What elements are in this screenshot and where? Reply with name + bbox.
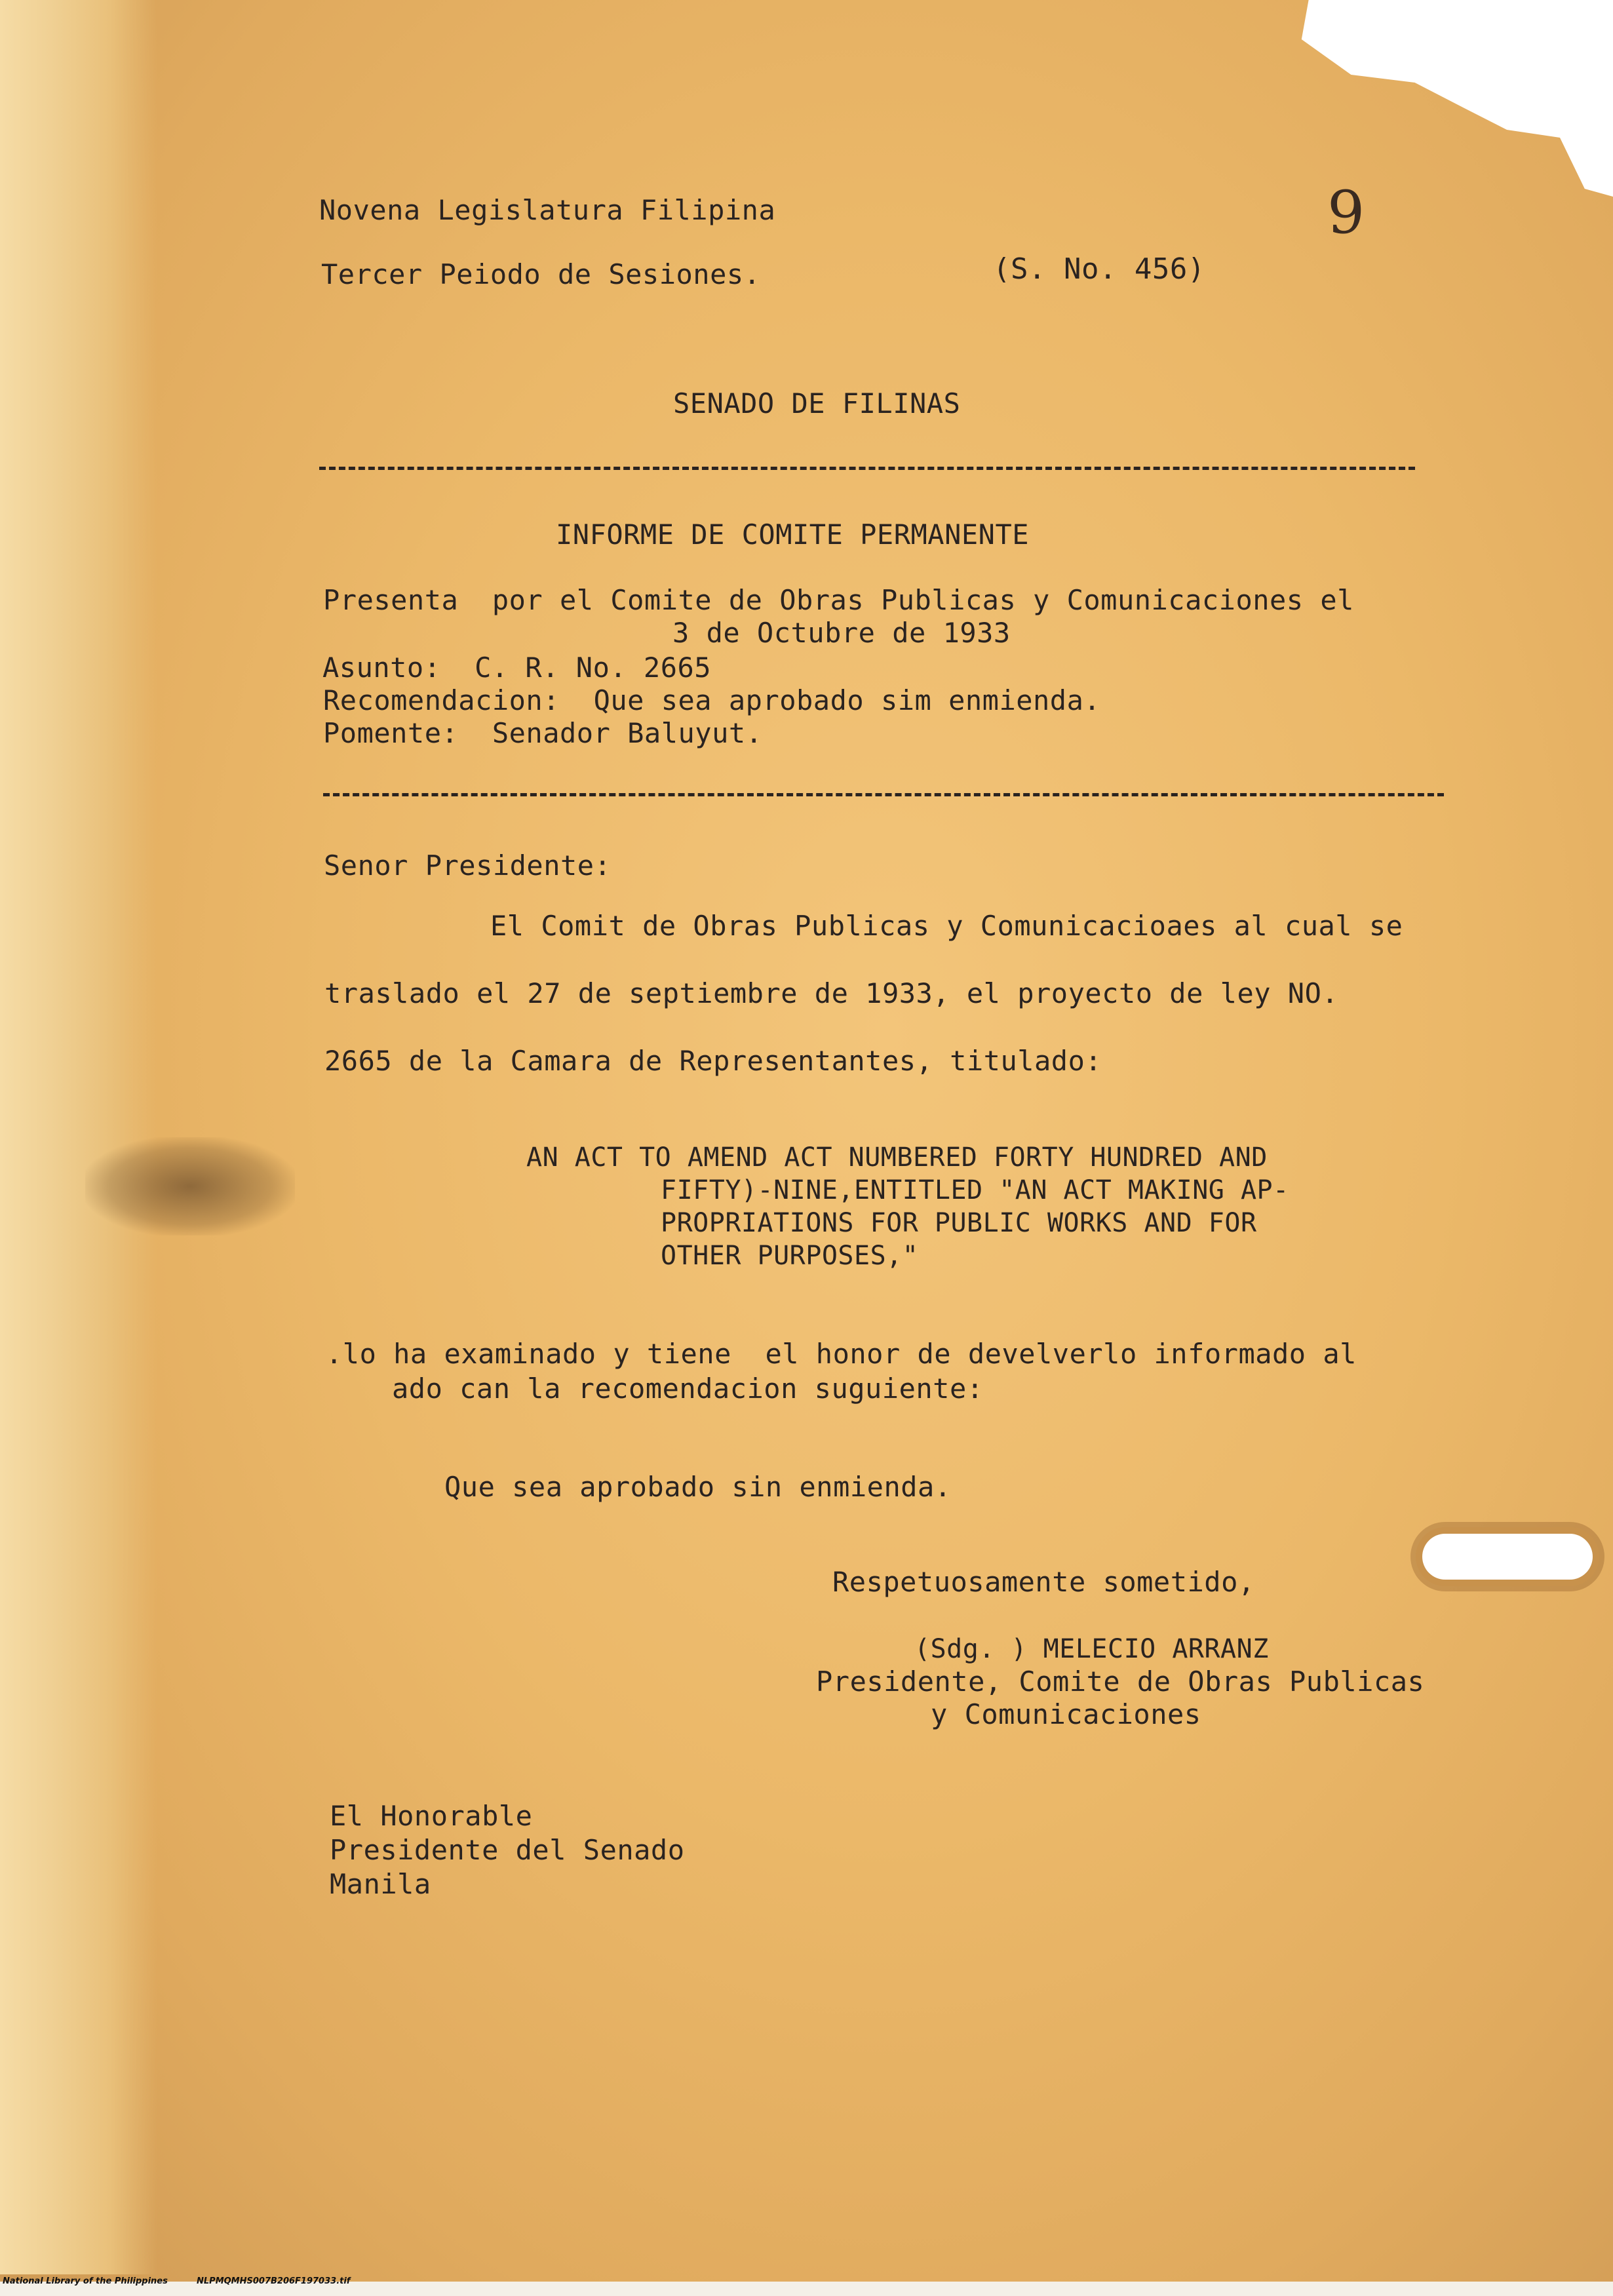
addressee-line-3: Manila [330, 1868, 431, 1900]
sponsor-line: Pomente: Senador Baluyut. [323, 717, 763, 749]
footer-file-id: NLPMQMHS007B206F197033.tif [197, 2276, 351, 2286]
senate-title: SENADO DE FILINAS [673, 387, 961, 419]
closing: Respetuosamente sometido, [832, 1566, 1255, 1598]
signature-title-1: Presidente, Comite de Obras Publicas [816, 1665, 1425, 1698]
body-line-3: 2665 de la Camara de Representantes, titulado: [324, 1045, 1102, 1077]
divider-bottom [323, 793, 1444, 796]
footer-library: National Library of the Philippines [3, 2276, 168, 2286]
act-title-line-2: FIFTY)-NINE,ENTITLED "AN ACT MAKING AP- [661, 1175, 1289, 1205]
corner-handwritten-mark: 9 [1327, 178, 1365, 247]
torn-corner [1259, 0, 1613, 197]
signature-name: (Sdg. ) MELECIO ARRANZ [914, 1634, 1269, 1664]
punch-hole [1422, 1534, 1593, 1580]
act-title-line-3: PROPRIATIONS FOR PUBLIC WORKS AND FOR [661, 1208, 1257, 1238]
act-title-line-4: OTHER PURPOSES," [661, 1241, 919, 1271]
salutation: Senor Presidente: [324, 849, 612, 882]
recommendation-text: Que sea aprobado sin enmienda. [444, 1471, 952, 1503]
report-title: INFORME DE COMITE PERMANENTE [556, 518, 1030, 551]
subject-line: Asunto: C. R. No. 2665 [322, 652, 712, 684]
addressee-line-2: Presidente del Senado [330, 1834, 685, 1866]
divider-top [319, 467, 1415, 470]
act-title-line-1: AN ACT TO AMEND ACT NUMBERED FORTY HUNDRED AND [526, 1142, 1268, 1173]
bill-number: (S. No. 456) [993, 252, 1205, 286]
body-line-1: El Comit de Obras Publicas y Comunicacioaes al cual se [490, 910, 1403, 942]
signature-title-2: y Comunicaciones [931, 1698, 1201, 1730]
body-line-2: traslado el 27 de septiembre de 1933, el proyecto de ley NO. [324, 977, 1339, 1009]
header-session: Tercer Peiodo de Sesiones. [321, 258, 761, 290]
presented-line: Presenta por el Comite de Obras Publicas y Comunicaciones el [323, 584, 1354, 616]
examined-line-2: ado can la recomendacion suguiente: [392, 1372, 984, 1405]
report-date: 3 de Octubre de 1933 [672, 617, 1011, 649]
addressee-line-1: El Honorable [330, 1800, 533, 1832]
examined-line-1: .lo ha examinado y tiene el honor de develverlo informado al [326, 1338, 1357, 1370]
recommendation-line: Recomendacion: Que sea aprobado sim enmienda. [323, 684, 1101, 716]
ink-smudge [85, 1137, 295, 1236]
header-legislature: Novena Legislatura Filipina [319, 194, 776, 226]
